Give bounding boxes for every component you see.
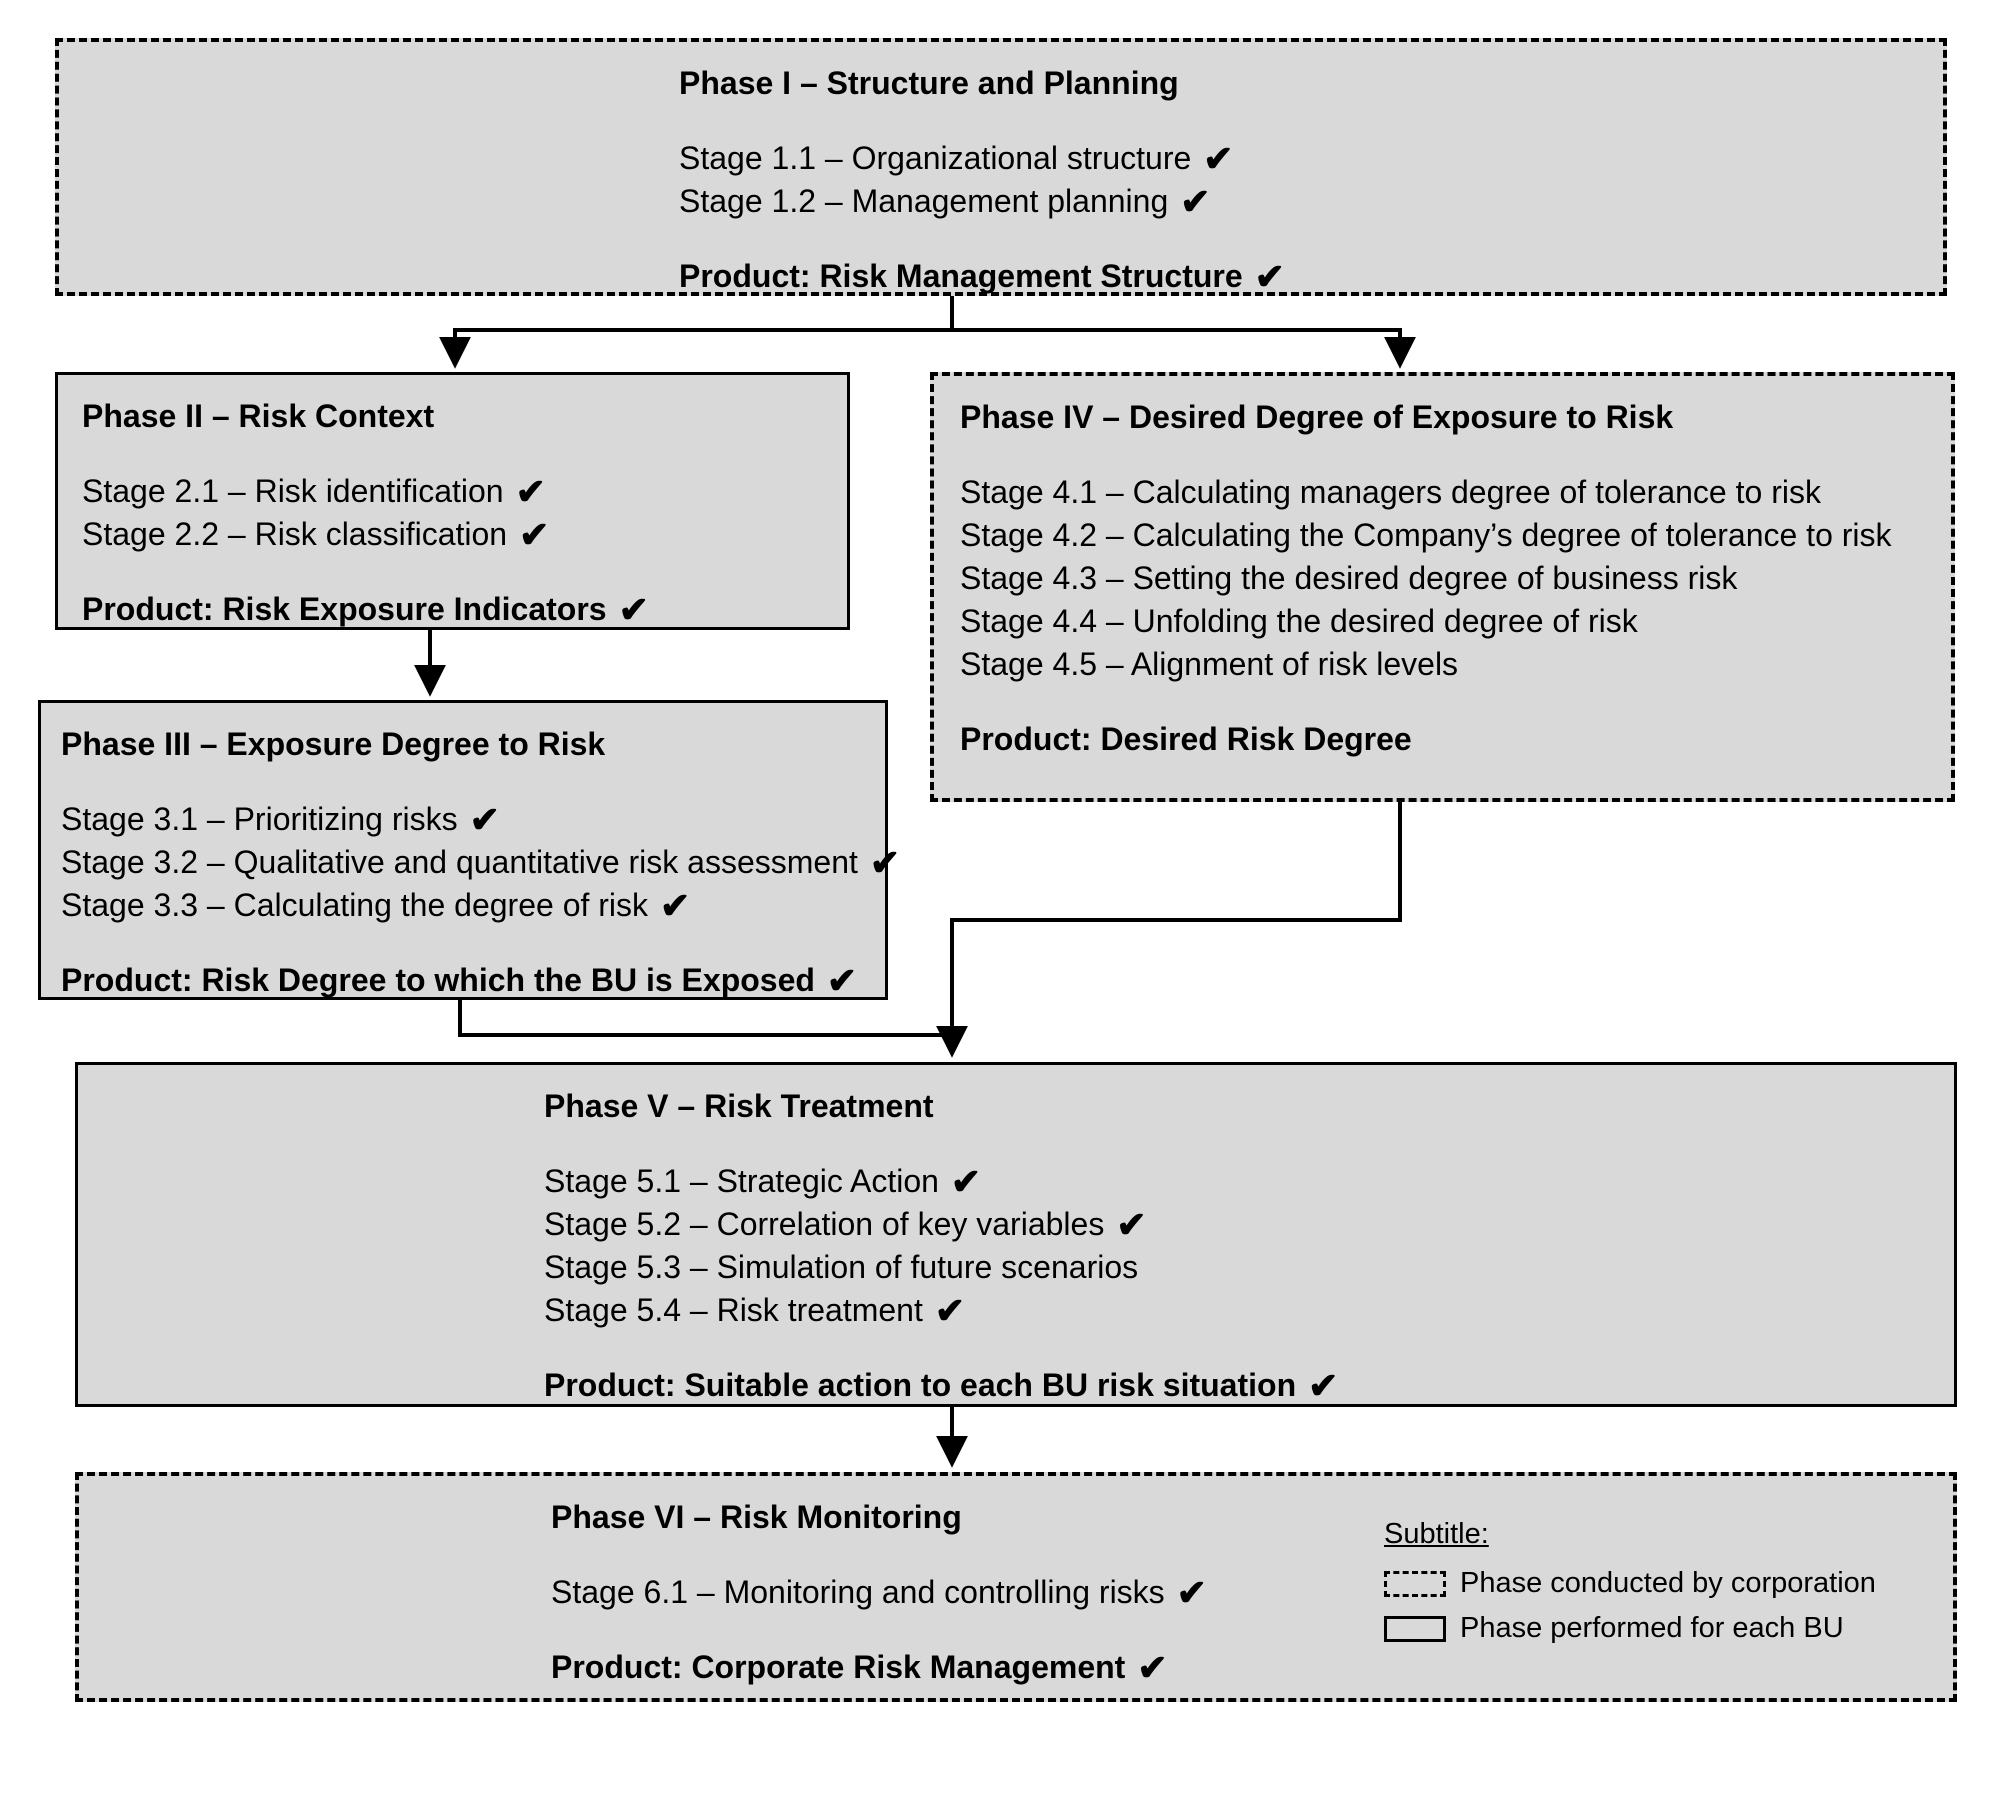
check-icon: ✔ (1137, 1647, 1168, 1688)
arrow-p1-to-p2 (455, 330, 952, 364)
stage-line (679, 180, 1943, 223)
stage-label: Stage 5.2 – Correlation of key variables (544, 1206, 1105, 1242)
stage-line (960, 557, 1931, 600)
phase-3-box (38, 700, 901, 1001)
product-line (61, 959, 885, 1002)
stage-label: Stage 5.3 – Simulation of future scenarios (544, 1249, 1139, 1285)
check-icon: ✔ (660, 885, 691, 926)
stage-label: Stage 3.2 – Qualitative and quantitative risk assessment (61, 844, 858, 880)
check-icon: ✔ (515, 471, 546, 512)
product-line (82, 588, 847, 631)
check-icon: ✔ (1180, 181, 1211, 222)
stage-label: Stage 6.1 – Monitoring and controlling risks (551, 1574, 1165, 1610)
check-icon (1458, 644, 1470, 685)
stage-line (61, 884, 885, 927)
phase-5-title: Phase V – Risk Treatment (544, 1088, 934, 1124)
stage-label: Stage 3.1 – Prioritizing risks (61, 801, 458, 837)
check-icon: ✔ (950, 1161, 982, 1202)
legend-title: Subtitle: (1384, 1518, 1489, 1550)
dashed-box-swatch (1384, 1571, 1446, 1597)
stage-line (544, 1203, 1954, 1246)
check-icon: ✔ (869, 842, 901, 883)
product-label: Product: Risk Management Structure (679, 258, 1243, 294)
check-icon (1412, 719, 1424, 760)
stage-label: Stage 1.2 – Management planning (679, 183, 1169, 219)
stage-line (960, 600, 1931, 643)
stage-line (960, 471, 1931, 514)
phase-4-box (930, 372, 1955, 802)
legend-item-label: Phase conducted by corporation (1460, 1567, 1876, 1599)
check-icon: ✔ (1308, 1365, 1339, 1406)
product-label: Product: Corporate Risk Management (551, 1649, 1126, 1685)
product-label: Product: Risk Degree to which the BU is Exposed (61, 962, 815, 998)
legend-item-corporation (1384, 1567, 1876, 1600)
phase-4-title: Phase IV – Desired Degree of Exposure to Risk (960, 399, 1674, 435)
stage-label: Stage 1.1 – Organizational structure (679, 140, 1192, 176)
check-icon: ✔ (826, 960, 858, 1001)
phase-6-box (75, 1472, 1957, 1702)
stage-label: Stage 2.2 – Risk classification (82, 516, 508, 552)
check-icon: ✔ (1116, 1204, 1147, 1245)
stage-line (960, 514, 1931, 557)
check-icon (1821, 472, 1833, 513)
check-icon: ✔ (1203, 138, 1234, 179)
stage-line (544, 1246, 1954, 1289)
stage-label: Stage 3.3 – Calculating the degree of risk (61, 887, 649, 923)
stage-line (82, 513, 847, 556)
product-label: Product: Suitable action to each BU risk situation (544, 1367, 1297, 1403)
product-label: Product: Desired Risk Degree (960, 721, 1412, 757)
phase-1-title: Phase I – Structure and Planning (679, 65, 1179, 101)
product-label: Product: Risk Exposure Indicators (82, 591, 607, 627)
stage-line (82, 470, 847, 513)
check-icon (1638, 601, 1650, 642)
stage-label: Stage 4.1 – Calculating managers degree of tolerance to risk (960, 474, 1821, 510)
arrow-p1-to-p4 (952, 330, 1400, 364)
stage-line (61, 841, 901, 884)
stage-line (679, 137, 1943, 180)
stage-label: Stage 5.1 – Strategic Action (544, 1163, 939, 1199)
stage-line (544, 1289, 1954, 1332)
stage-label: Stage 4.3 – Setting the desired degree of business risk (960, 560, 1738, 596)
legend-item-bu (1384, 1612, 1876, 1645)
stage-line (544, 1160, 1954, 1203)
check-icon: ✔ (1176, 1572, 1207, 1613)
stage-label: Stage 5.4 – Risk treatment (544, 1292, 923, 1328)
product-line (544, 1364, 1954, 1407)
check-icon (1892, 515, 1904, 556)
arrow-p3-to-p5 (460, 1000, 952, 1035)
stage-label: Stage 2.1 – Risk identification (82, 473, 504, 509)
check-icon: ✔ (1254, 256, 1285, 297)
phase-5-box (75, 1062, 1957, 1407)
check-icon: ✔ (618, 589, 649, 630)
stage-label: Stage 4.4 – Unfolding the desired degree of risk (960, 603, 1638, 639)
check-icon: ✔ (519, 514, 550, 555)
solid-box-swatch (1384, 1616, 1446, 1642)
phase-2-title: Phase II – Risk Context (82, 398, 435, 434)
phase-1-box (55, 38, 1947, 296)
stage-line (960, 643, 1931, 686)
stage-label: Stage 4.2 – Calculating the Company’s degree of tolerance to risk (960, 517, 1892, 553)
phase-6-title: Phase VI – Risk Monitoring (551, 1499, 962, 1535)
legend-item-label: Phase performed for each BU (1460, 1612, 1844, 1644)
check-icon (1138, 1247, 1150, 1288)
phase-3-title: Phase III – Exposure Degree to Risk (61, 726, 606, 762)
check-icon: ✔ (934, 1290, 966, 1331)
check-icon: ✔ (469, 799, 500, 840)
check-icon (1737, 558, 1749, 599)
phase-2-box (55, 372, 850, 630)
arrow-p4-to-p5 (952, 802, 1400, 1053)
product-line (679, 255, 1943, 298)
stage-line (61, 798, 885, 841)
product-line (960, 718, 1931, 761)
legend (1384, 1518, 1876, 1657)
stage-label: Stage 4.5 – Alignment of risk levels (960, 646, 1459, 682)
